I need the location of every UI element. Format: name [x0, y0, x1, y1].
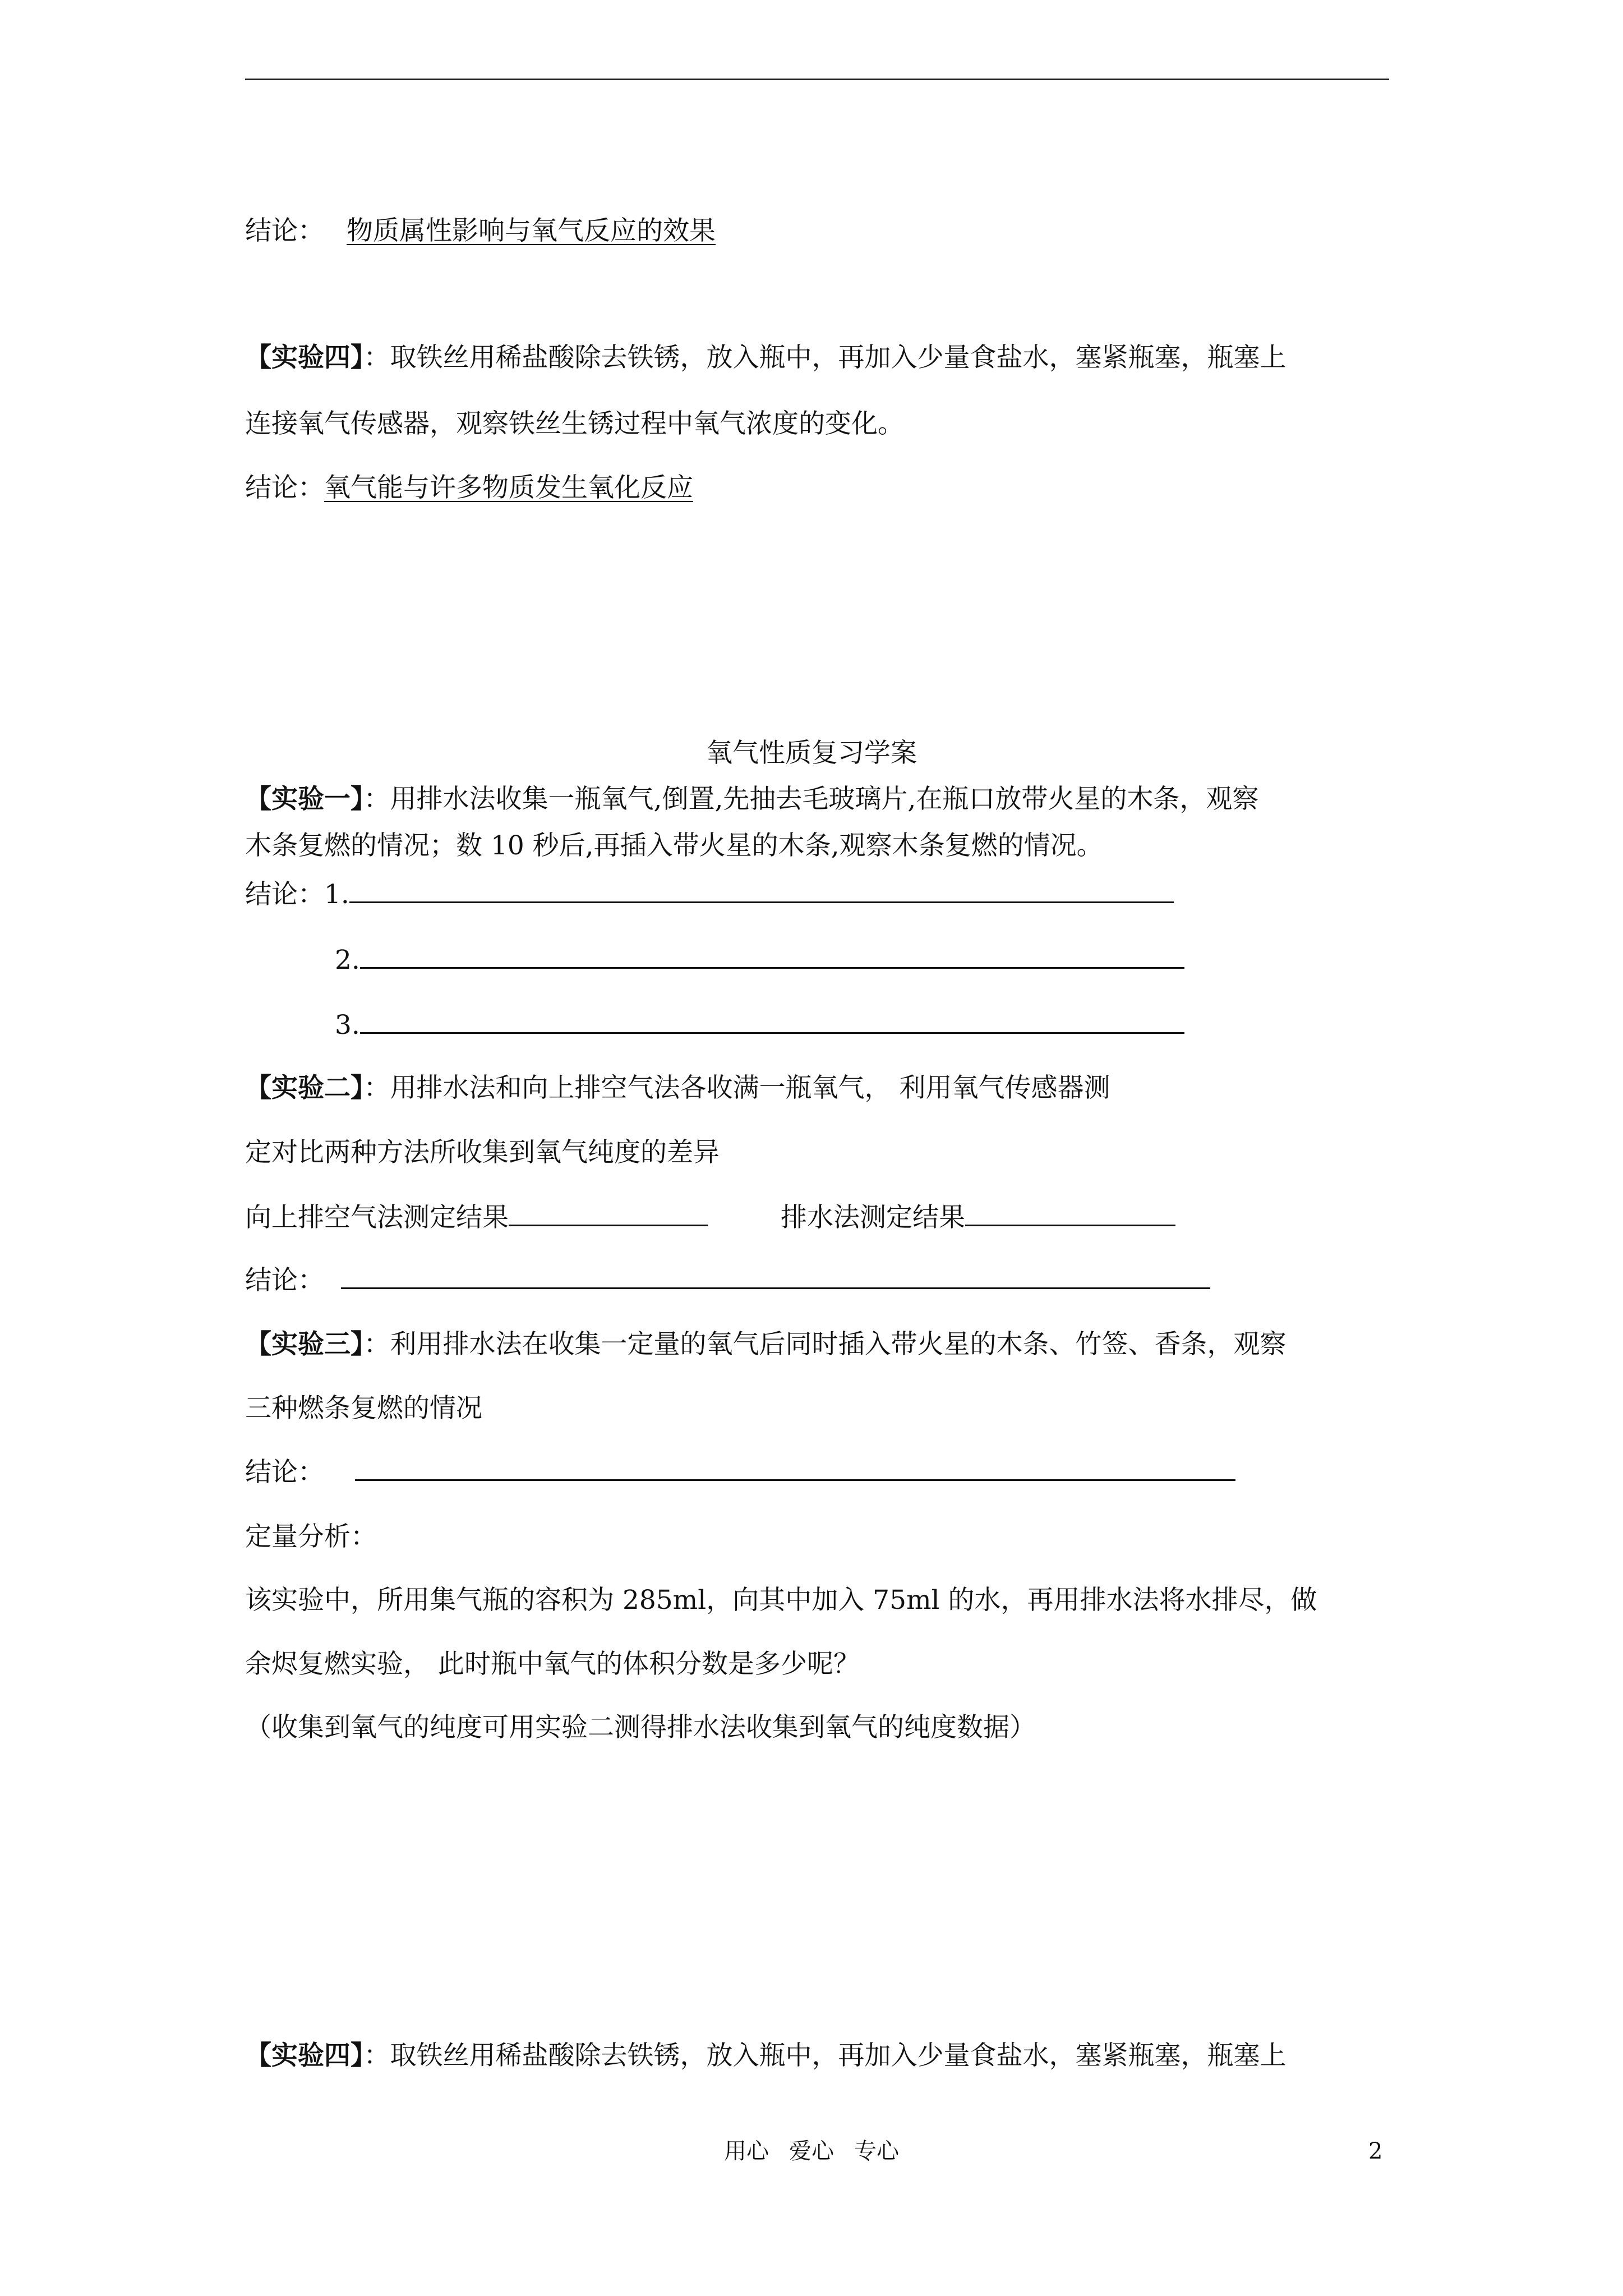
- worksheet-title: 氧气性质复习学案: [706, 738, 917, 769]
- experiment1-line1: 【实验一】：用排水法收集一瓶氧气,倒置,先抽去毛玻璃片,在瓶口放带火星的木条，观察: [245, 784, 1259, 815]
- experiment1-line2: 木条复燃的情况；数 10 秒后,再插入带火星的木条,观察木条复燃的情况。: [245, 830, 1103, 861]
- answer-blank[interactable]: [360, 945, 1184, 969]
- experiment4-heading: 【实验四】: [245, 2040, 364, 2071]
- header-rule: [245, 79, 1389, 80]
- experiment4-bottom-line: 【实验四】：取铁丝用稀盐酸除去铁锈，放入瓶中，再加入少量食盐水，塞紧瓶塞，瓶塞上: [245, 2040, 1287, 2071]
- answer-blank[interactable]: [349, 879, 1174, 903]
- quantitative-note: （收集到氧气的纯度可用实验二测得排水法收集到氧气的纯度数据）: [245, 1712, 1036, 1743]
- experiment3-line2: 三种燃条复燃的情况: [245, 1393, 482, 1424]
- conclusion-label: 结论：: [245, 215, 324, 246]
- conclusion-line-top: [245, 214, 716, 248]
- conclusion-blank-2: 2.: [335, 944, 1184, 977]
- conclusion-text: 物质属性影响与氧气反应的效果: [347, 215, 716, 246]
- conclusion-line-2: [245, 471, 693, 505]
- experiment3-line1: 【实验三】：利用排水法在收集一定量的氧气后同时插入带火星的木条、竹签、香条，观察: [245, 1329, 1287, 1360]
- experiment4-line2: 连接氧气传感器，观察铁丝生锈过程中氧气浓度的变化。: [245, 408, 904, 439]
- experiment2-line1: 【实验二】：用排水法和向上排空气法各收满一瓶氧气， 利用氧气传感器测: [245, 1073, 1110, 1103]
- answer-blank[interactable]: [341, 1265, 1210, 1289]
- experiment4-text-1: ：取铁丝用稀盐酸除去铁锈，放入瓶中，再加入少量食盐水，塞紧瓶塞，瓶塞上: [363, 342, 1287, 373]
- answer-blank[interactable]: [355, 1457, 1235, 1481]
- experiment2-conclusion: 结论：: [245, 1264, 1210, 1297]
- upward-result-label: 向上排空气法测定结果: [245, 1202, 509, 1233]
- quantitative-line2: 余烬复燃实验， 此时瓶中氧气的体积分数是多少呢？: [245, 1649, 860, 1680]
- experiment4-heading: 【实验四】: [245, 342, 364, 373]
- water-result-label: 排水法测定结果: [781, 1202, 965, 1233]
- upward-result-blank[interactable]: [509, 1202, 708, 1226]
- experiment3-conclusion: 结论：: [245, 1456, 1235, 1489]
- footer-motto: 用心 爱心 专心: [724, 2138, 899, 2164]
- experiment2-line2: 定对比两种方法所收集到氧气纯度的差异: [245, 1137, 720, 1168]
- page-number: 2: [1368, 2138, 1383, 2164]
- conclusion-blank-3: 3.: [335, 1009, 1184, 1042]
- experiment4-line1: [245, 341, 1287, 375]
- quantitative-line1: 该实验中，所用集气瓶的容积为 285ml，向其中加入 75ml 的水，再用排水法将水排尽，做: [245, 1585, 1317, 1616]
- result-row: [245, 1201, 1175, 1235]
- conclusion-text: 氧气能与许多物质发生氧化反应: [324, 472, 693, 503]
- experiment1-heading: 【实验一】: [245, 784, 364, 815]
- conclusion-label: 结论：: [245, 472, 324, 503]
- water-result-blank[interactable]: [965, 1202, 1175, 1226]
- answer-blank[interactable]: [360, 1010, 1184, 1034]
- experiment3-heading: 【实验三】: [245, 1329, 364, 1360]
- experiment2-heading: 【实验二】: [245, 1073, 364, 1103]
- quantitative-heading: 定量分析：: [245, 1521, 377, 1552]
- conclusion-blank-1: 结论：1.: [245, 878, 1174, 912]
